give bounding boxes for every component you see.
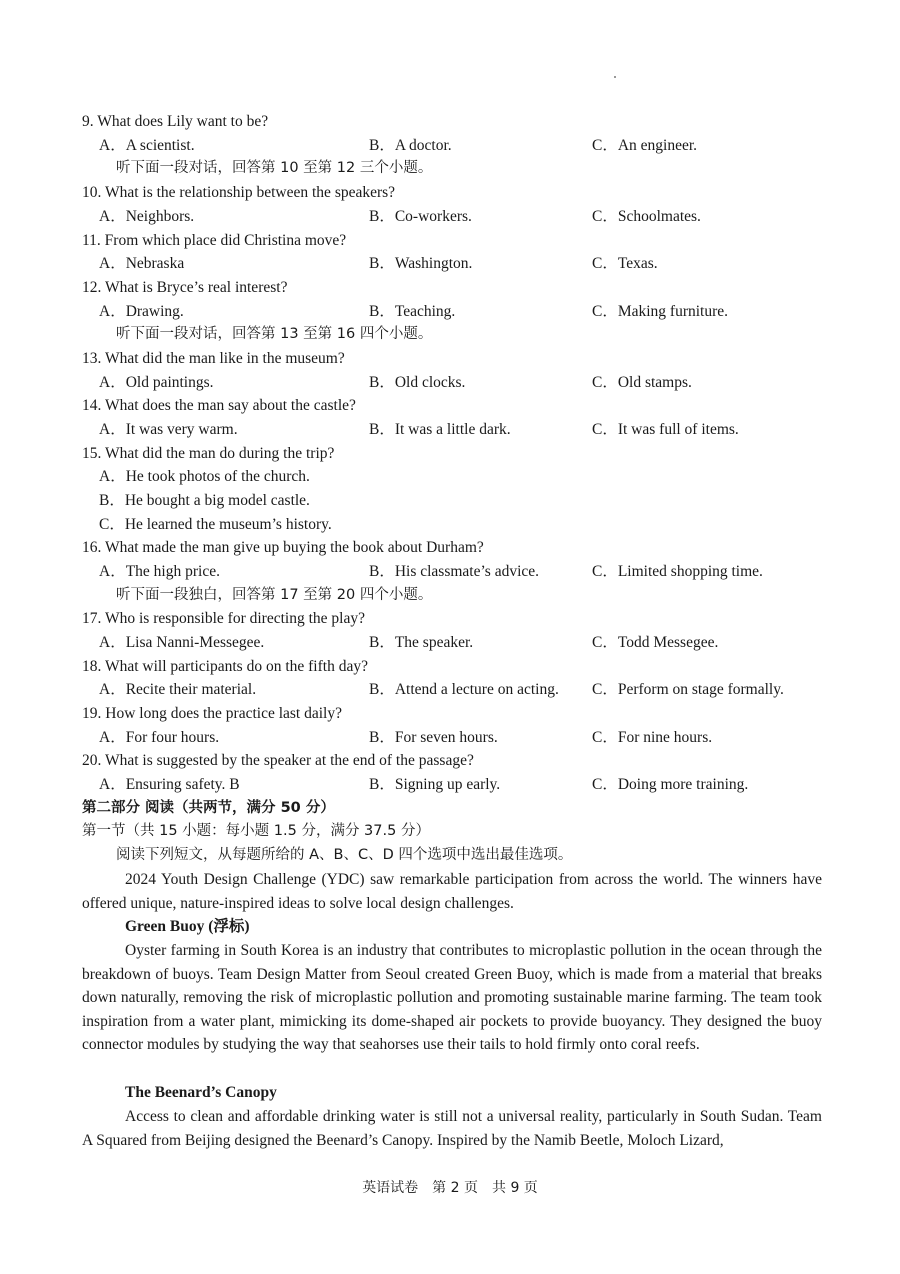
- option-18a: A．Recite their material.: [99, 681, 257, 698]
- question-19: 19. How long does the practice last daily?: [82, 705, 342, 722]
- passage-beenards-canopy-text: Access to clean and affordable drinking water is still not a universal reality, particularly in South Sudan. Team A Squared from Beijing designed the Beenard’s Canopy. Inspired by the Namib Beetle, Moloch Lizard,: [82, 1108, 822, 1149]
- passage-green-buoy-text: Oyster farming in South Korea is an industry that contributes to microplastic pollution in the ocean through the breakdown of buoys. Team Design Matter from Seoul created Green Buoy, which is made from a material that breaks down naturally, removing the risk of microplastic pollution and promoting sustainable marine farming. The team took inspiration from a water plant, mimicking its dome-shaped air pockets to provide buoyancy. They designed the buoy connector modules by studying the way that seahorses use their tails to hold firmly onto coral reefs.: [82, 942, 822, 1054]
- scan-speck: [614, 76, 616, 78]
- option-13c: C．Old stamps.: [592, 374, 692, 391]
- option-12a: A．Drawing.: [99, 303, 184, 320]
- option-9b: B．A doctor.: [369, 137, 452, 154]
- option-20a: A．Ensuring safety. B: [99, 776, 240, 793]
- passage-beenards-canopy: [82, 1105, 822, 1152]
- option-18b: B．Attend a lecture on acting.: [369, 681, 559, 698]
- option-10c: C．Schoolmates.: [592, 208, 701, 225]
- option-9c: C．An engineer.: [592, 137, 698, 154]
- option-17b: B．The speaker.: [369, 634, 474, 651]
- page-footer: 英语试卷 第 2 页 共 9 页: [362, 1180, 538, 1196]
- option-15c: C．He learned the museum’s history.: [99, 516, 332, 533]
- option-16c: C．Limited shopping time.: [592, 563, 763, 580]
- option-11b: B．Washington.: [369, 255, 473, 272]
- option-17c: C．Todd Messegee.: [592, 634, 719, 651]
- option-10b: B．Co-workers.: [369, 208, 472, 225]
- question-9: 9. What does Lily want to be?: [82, 113, 269, 130]
- option-12b: B．Teaching.: [369, 303, 456, 320]
- option-14a: A．It was very warm.: [99, 421, 238, 438]
- option-19a: A．For four hours.: [99, 729, 220, 746]
- heading-beenards-canopy: The Beenard’s Canopy: [125, 1084, 277, 1101]
- option-13b: B．Old clocks.: [369, 374, 466, 391]
- instruction-q17-20: 听下面一段独白，回答第 17 至第 20 四个小题。: [116, 587, 433, 603]
- passage-intro: [82, 868, 822, 915]
- option-10a: A．Neighbors.: [99, 208, 195, 225]
- question-16: 16. What made the man give up buying the book about Durham?: [82, 539, 484, 556]
- option-14c: C．It was full of items.: [592, 421, 739, 438]
- question-11: 11. From which place did Christina move?: [82, 232, 347, 249]
- option-20c: C．Doing more training.: [592, 776, 749, 793]
- option-14b: B．It was a little dark.: [369, 421, 511, 438]
- option-16a: A．The high price.: [99, 563, 220, 580]
- section1-title: 第一节（共 15 小题：每小题 1.5 分，满分 37.5 分）: [82, 823, 430, 839]
- option-11c: C．Texas.: [592, 255, 658, 272]
- heading-green-buoy: Green Buoy (浮标): [125, 918, 250, 935]
- option-13a: A．Old paintings.: [99, 374, 214, 391]
- question-10: 10. What is the relationship between the speakers?: [82, 184, 396, 201]
- question-15: 15. What did the man do during the trip?: [82, 445, 335, 462]
- question-13: 13. What did the man like in the museum?: [82, 350, 345, 367]
- passage-green-buoy: [82, 939, 822, 1057]
- reading-directions: 阅读下列短文，从每题所给的 A、B、C、D 四个选项中选出最佳选项。: [116, 847, 573, 863]
- instruction-q13-16: 听下面一段对话，回答第 13 至第 16 四个小题。: [116, 326, 433, 342]
- part2-title: 第二部分 阅读（共两节，满分 50 分）: [82, 800, 335, 816]
- option-19b: B．For seven hours.: [369, 729, 498, 746]
- question-14: 14. What does the man say about the castle?: [82, 397, 356, 414]
- passage-intro-text: 2024 Youth Design Challenge (YDC) saw remarkable participation from across the world. The winners have offered unique, nature-inspired ideas to solve local design challenges.: [82, 871, 822, 912]
- option-15b: B．He bought a big model castle.: [99, 492, 310, 509]
- question-18: 18. What will participants do on the fifth day?: [82, 658, 368, 675]
- option-17a: A．Lisa Nanni-Messegee.: [99, 634, 265, 651]
- option-16b: B．His classmate’s advice.: [369, 563, 540, 580]
- question-20: 20. What is suggested by the speaker at the end of the passage?: [82, 752, 474, 769]
- option-9a: A．A scientist.: [99, 137, 195, 154]
- option-15a: A．He took photos of the church.: [99, 468, 310, 485]
- instruction-q10-12: 听下面一段对话，回答第 10 至第 12 三个小题。: [116, 160, 433, 176]
- option-18c: C．Perform on stage formally.: [592, 681, 784, 698]
- question-17: 17. Who is responsible for directing the play?: [82, 610, 365, 627]
- question-12: 12. What is Bryce’s real interest?: [82, 279, 288, 296]
- option-12c: C．Making furniture.: [592, 303, 729, 320]
- option-20b: B．Signing up early.: [369, 776, 501, 793]
- option-11a: A．Nebraska: [99, 255, 185, 272]
- option-19c: C．For nine hours.: [592, 729, 713, 746]
